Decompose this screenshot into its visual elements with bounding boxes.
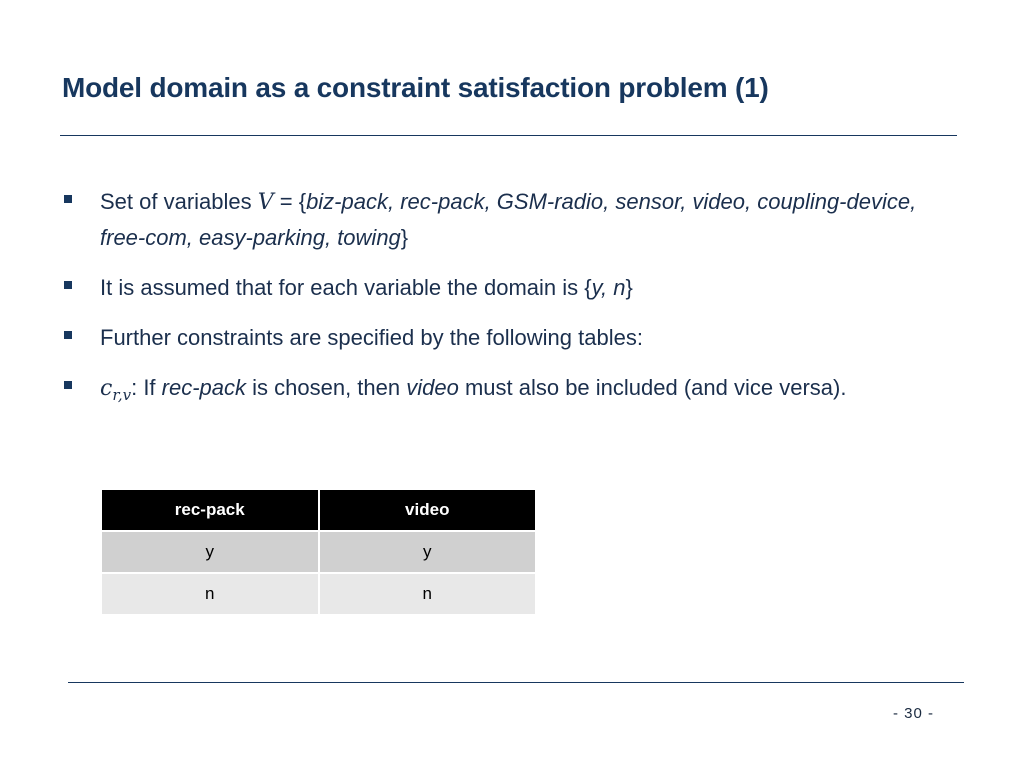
domain-values: y, n [591,275,626,300]
table-header-rec-pack: rec-pack [101,489,319,531]
square-bullet-icon [64,381,72,389]
footer-divider [68,682,964,683]
table-cell: n [319,573,537,615]
title-divider [60,135,957,136]
bullet-list [62,184,942,428]
bullet-domain-prefix: It is assumed that for each variable the domain is { [100,275,592,300]
table-row [101,573,536,615]
slide-title: Model domain as a constraint satisfaction problem (1) [62,72,769,103]
bullet-constraints-text: Further constraints are specified by the following tables: [100,325,643,350]
bullet-variables-prefix: Set of variables [100,189,258,214]
bullet-constraint-rv [62,370,942,413]
constraint-video: video [406,375,459,400]
variable-list: biz-pack, rec-pack, GSM-radio, sensor, video, coupling-device, free-com, easy-parking, towing [100,189,917,250]
bullet-constraints [62,320,942,355]
square-bullet-icon [64,281,72,289]
constraint-text-2: is chosen, then [246,375,407,400]
bullet-variables-eq: = { [273,189,307,214]
bullet-variables [62,184,942,255]
table-row [101,531,536,573]
constraint-text-3: must also be included (and vice versa). [458,375,847,400]
constraint-rec-pack: rec-pack [161,375,247,400]
square-bullet-icon [64,331,72,339]
bullet-domain-close: } [625,275,633,300]
table-cell: y [319,531,537,573]
table-header-row [101,489,536,531]
page-number: - 30 - [893,705,935,722]
constraint-text-1: : If [131,375,162,400]
table-cell: n [101,573,319,615]
bullet-variables-close: } [400,225,409,250]
table-cell: y [101,531,319,573]
table-header-video: video [319,489,537,531]
bullet-domain [62,270,942,305]
variable-set-symbol: V [257,190,274,215]
square-bullet-icon [64,195,72,203]
constraint-symbol: c [100,376,113,401]
constraint-subscript: r,v [112,386,132,404]
constraint-table [100,488,537,616]
